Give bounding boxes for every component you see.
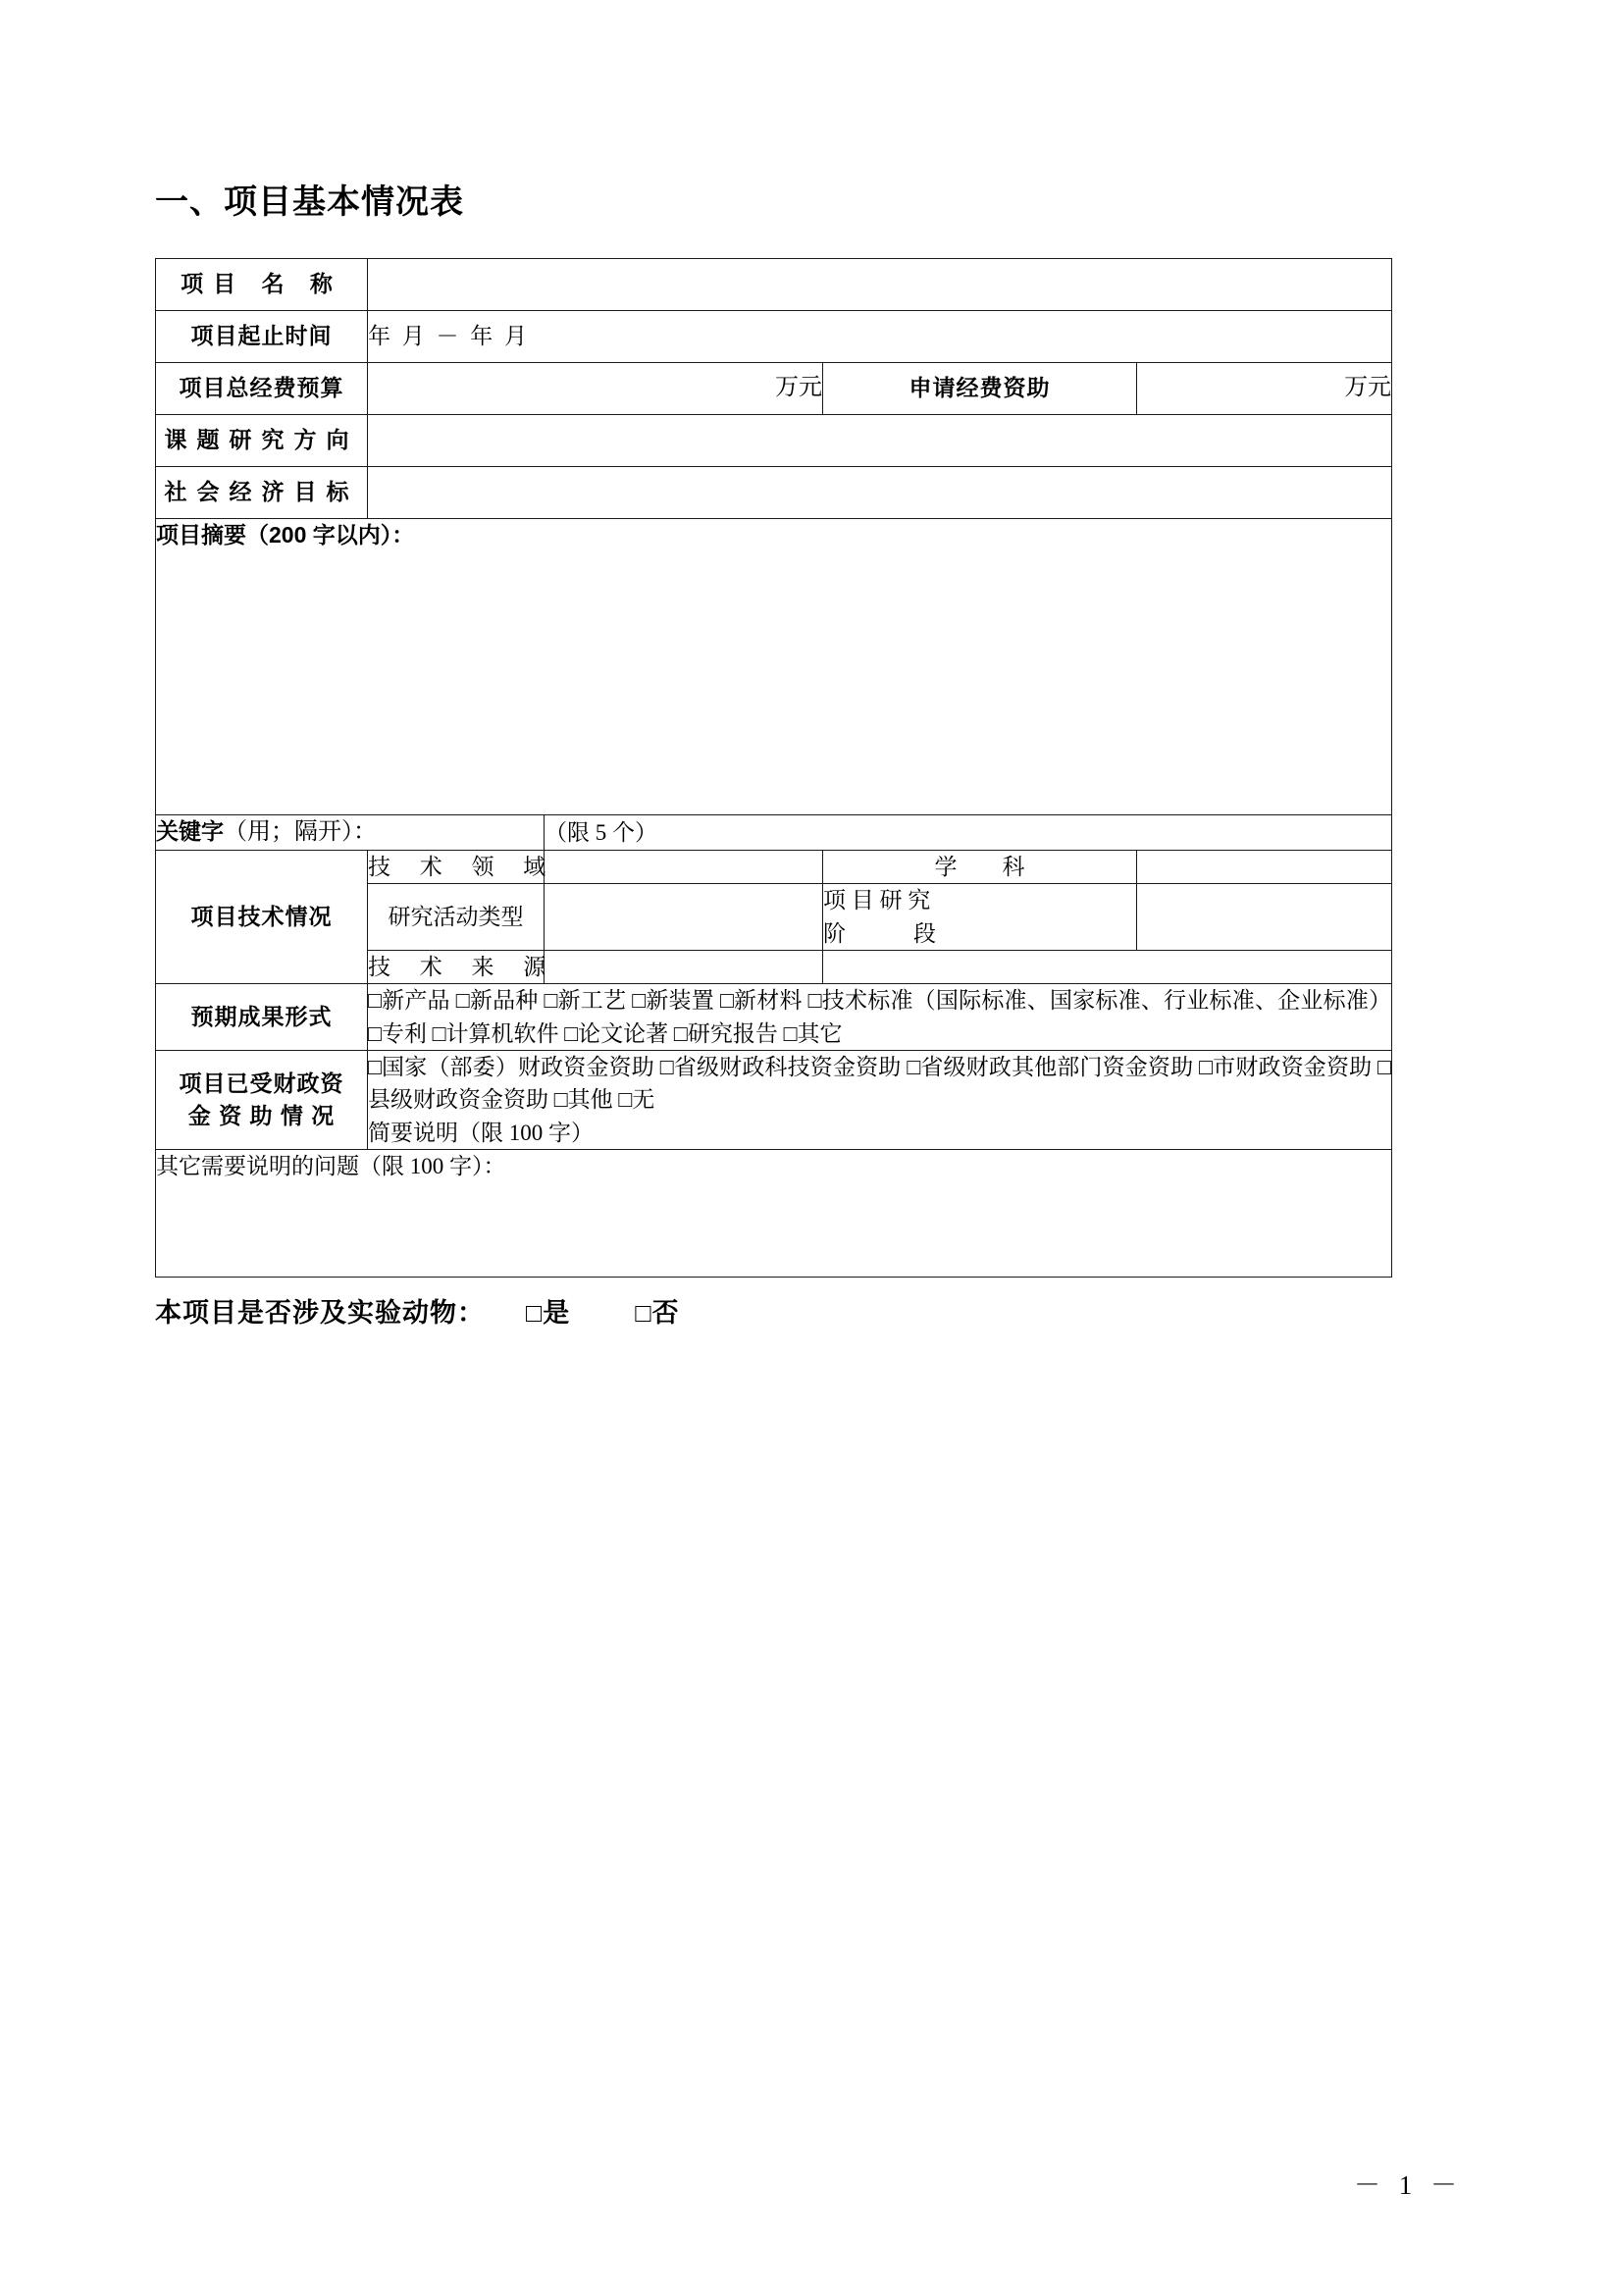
row-other-notes-heading: [156, 1150, 1392, 1183]
row-other-notes-body: [156, 1182, 1392, 1278]
input-project-period[interactable]: 年 月 － 年 月: [368, 310, 1392, 362]
label-other-notes: 其它需要说明的问题（限 100 字）：: [156, 1150, 1392, 1183]
label-project-period: 项目起止时间: [156, 310, 368, 362]
label-abstract: 项目摘要（200 字以内）：: [156, 518, 1392, 551]
tech-source-empty-right: [823, 950, 1392, 983]
input-tech-source[interactable]: [545, 950, 823, 983]
row-project-name: [156, 258, 1392, 310]
label-technical-info: 项目技术情况: [156, 850, 368, 983]
animal-option-no[interactable]: □否: [635, 1298, 680, 1329]
input-total-budget[interactable]: [368, 362, 823, 414]
input-project-name[interactable]: [368, 258, 1392, 310]
label-funding-request: 申请经费资助: [823, 362, 1137, 414]
research-stage-line1: 项 目 研 究: [823, 888, 931, 913]
row-abstract-heading: [156, 518, 1392, 551]
project-basic-info-table: [155, 258, 1392, 1278]
row-expected-results: [156, 984, 1392, 1051]
row-project-period: [156, 310, 1392, 362]
checkbox-group-funding-received[interactable]: [368, 1051, 1392, 1150]
page-title: 一、项目基本情况表: [155, 183, 464, 221]
label-research-direction: 课题研究方向: [156, 414, 368, 466]
input-social-economic-goal[interactable]: [368, 466, 1392, 518]
total-budget-unit: 万元: [775, 375, 822, 401]
keywords-label-paren: （用；隔开）：: [224, 819, 377, 846]
keywords-label-main: 关键字: [156, 818, 224, 845]
label-discipline: 学 科: [823, 850, 1137, 883]
row-research-direction: [156, 414, 1392, 466]
label-tech-source: 技 术 来 源: [368, 950, 545, 983]
funding-received-line2: 金 资 助 情 况: [187, 1103, 336, 1129]
animal-question: [155, 1291, 1391, 1330]
funding-received-options: □国家（部委）财政资金资助 □省级财政科技资金资助 □省级财政其他部门资金资助 □市财政资金资助 □县级财政资金资助 □其他 □无: [368, 1055, 1392, 1113]
row-keywords: [156, 815, 1392, 851]
animal-question-label: 本项目是否涉及实验动物：: [155, 1298, 485, 1329]
label-project-name: 项目 名 称: [156, 258, 368, 310]
input-research-direction[interactable]: [368, 414, 1392, 466]
page-footer: － 1 －: [1354, 2170, 1463, 2200]
input-discipline[interactable]: [1137, 850, 1392, 883]
research-stage-line2: 阶 段: [823, 920, 936, 946]
input-tech-field[interactable]: [545, 850, 823, 883]
row-funding-received: [156, 1051, 1392, 1150]
funding-received-line1: 项目已受财政资: [179, 1070, 344, 1096]
label-expected-results: 预期成果形式: [156, 984, 368, 1051]
row-abstract-body: [156, 551, 1392, 815]
input-research-stage[interactable]: [1137, 884, 1392, 951]
input-abstract[interactable]: [156, 551, 1392, 815]
funding-received-brief-note: 简要说明（限 100 字）: [368, 1120, 594, 1145]
funding-request-unit: 万元: [1344, 375, 1392, 401]
label-tech-field: 技 术 领 域: [368, 850, 545, 883]
label-funding-received: [156, 1051, 368, 1150]
input-funding-request[interactable]: [1137, 362, 1392, 414]
input-research-activity-type[interactable]: [545, 884, 823, 951]
row-total-budget: [156, 362, 1392, 414]
label-social-economic-goal: 社会经济目标: [156, 466, 368, 518]
keywords-limit-hint: （限 5 个）: [545, 819, 657, 845]
label-research-stage: [823, 884, 1137, 951]
input-other-notes[interactable]: [156, 1182, 1392, 1278]
row-tech-field: [156, 850, 1392, 883]
page-content: [155, 183, 1391, 1330]
label-research-activity-type: 研究活动类型: [368, 884, 545, 951]
checkbox-group-expected-results[interactable]: □新产品 □新品种 □新工艺 □新装置 □新材料 □技术标准（国际标准、国家标准、行业标准、企业标准） □专利 □计算机软件 □论文论著 □研究报告 □其它: [368, 984, 1392, 1051]
row-social-economic-goal: [156, 466, 1392, 518]
label-keywords: [156, 815, 545, 851]
label-total-budget: 项目总经费预算: [156, 362, 368, 414]
input-keywords[interactable]: [545, 815, 1392, 851]
animal-option-yes[interactable]: □是: [526, 1298, 571, 1329]
